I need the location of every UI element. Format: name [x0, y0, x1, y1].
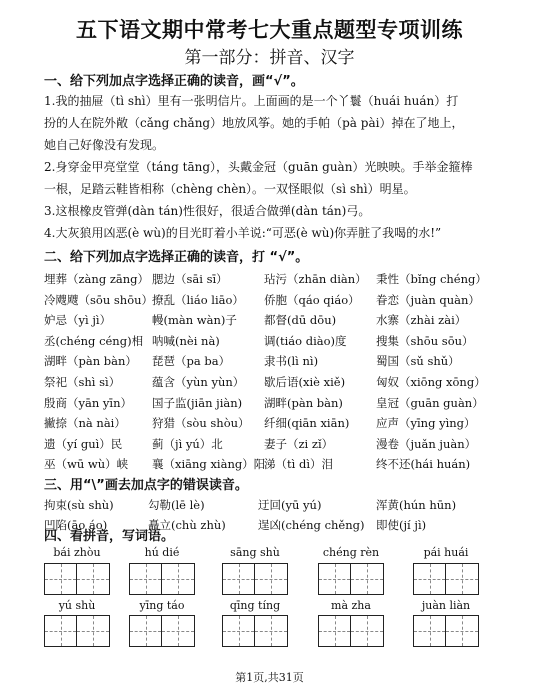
pinyin-choice-item: 都督(dū dōu): [264, 313, 337, 328]
section2-row: [44, 353, 514, 370]
tianzige-writing-grid[interactable]: [318, 563, 384, 595]
writing-box[interactable]: [223, 616, 255, 646]
writing-box[interactable]: [446, 616, 478, 646]
section2-row: [44, 395, 514, 412]
pinyin-correction-item: 矗立(chù zhù): [148, 518, 226, 532]
section1-line: 一根，足踏云鞋皆相称（chèng chèn）。一双怪眼似（sì shì）明星。: [44, 182, 416, 196]
section1-line: 2.身穿金甲亮堂堂（táng tāng），头戴金冠（guān guàn）光映映。手举金箍棒: [44, 160, 473, 174]
pinyin-correction-item: 逞凶(chéng chěng): [258, 518, 365, 532]
section2-row: [44, 415, 514, 432]
page-title: 五下语文期中常考七大重点题型专项训练: [76, 18, 463, 42]
pinyin-prompt: yīng táo: [139, 599, 185, 612]
section2-row: [44, 312, 514, 329]
pinyin-choice-item: 应声（yīng yìng）: [376, 416, 476, 431]
pinyin-prompt: chéng rèn: [322, 546, 380, 559]
section1-line: 3.这根橡皮管弹(dàn tán)性很好，很适合做弹(dàn tán)弓。: [44, 204, 371, 218]
writing-box[interactable]: [77, 564, 109, 594]
pinyin-correction-item: 迂回(yū yú): [258, 498, 322, 512]
section1-line: 她自己好像没有发现。: [44, 138, 165, 152]
pinyin-choice-item: 腮边（sāi sī）: [152, 272, 228, 286]
tianzige-writing-grid[interactable]: [222, 615, 288, 647]
pinyin-prompt: sāng shù: [230, 546, 280, 559]
tianzige-writing-grid[interactable]: [44, 563, 110, 595]
pinyin-choice-item: 呐喊(nèi nà): [152, 333, 220, 348]
writing-box[interactable]: [223, 564, 255, 594]
pinyin-choice-item: 匈奴（xiōng xōng）: [376, 375, 486, 389]
pinyin-choice-item: 皇冠（guān guàn）: [376, 395, 484, 410]
pinyin-choice-item: 眷恋（juàn quàn）: [376, 292, 480, 307]
pinyin-choice-item: 蕴含（yùn yùn）: [152, 375, 245, 389]
tianzige-writing-grid[interactable]: [44, 615, 110, 647]
pinyin-choice-item: 埋葬（zàng zāng）: [44, 272, 150, 286]
pinyin-choice-item: 妒忌（yì jì）: [44, 313, 112, 328]
pinyin-correction-item: 勾勒(lē lè): [148, 498, 205, 512]
writing-box[interactable]: [45, 564, 77, 594]
section2-row: [44, 271, 514, 288]
section2-heading: 二、给下列加点字选择正确的读音，打 “√”。: [44, 250, 309, 265]
writing-box[interactable]: [162, 564, 194, 594]
pinyin-correction-item: 浑黄(hún hūn): [376, 498, 457, 512]
pinyin-choice-item: 调(tiáo diào)度: [264, 333, 347, 348]
section2-row: [44, 456, 514, 473]
writing-box[interactable]: [77, 616, 109, 646]
writing-box[interactable]: [351, 616, 383, 646]
pinyin-choice-item: 蓟（jì yú）北: [152, 436, 223, 451]
pinyin-correction-item: 拘束(sù shù): [44, 498, 114, 512]
section1-line: 1.我的抽屉（tì shì）里有一张明信片。上面画的是一个丫鬟（huái huán）打: [44, 94, 459, 108]
section3-heading: 三、用“\”画去加点字的错误读音。: [44, 478, 248, 493]
pinyin-choice-item: 秉性（bǐng chéng）: [376, 272, 487, 286]
writing-box[interactable]: [130, 564, 162, 594]
writing-box[interactable]: [351, 564, 383, 594]
section2-row: [44, 333, 514, 350]
pinyin-choice-item: 狩猎（sòu shòu）: [152, 416, 250, 431]
pinyin-prompt: pái huái: [423, 546, 469, 559]
tianzige-writing-grid[interactable]: [413, 615, 479, 647]
writing-box[interactable]: [446, 564, 478, 594]
pinyin-choice-item: 歇后语(xiè xiě): [264, 375, 346, 389]
pinyin-choice-item: 妻子（zi zǐ）: [264, 436, 334, 451]
page-footer: 第1页,共31页: [235, 671, 304, 684]
pinyin-correction-item: 凹陷(āo áo): [44, 518, 108, 532]
pinyin-choice-item: 水寨（zhài zài）: [376, 313, 467, 328]
pinyin-choice-item: 冷飕飕（sōu shōu）: [44, 292, 154, 307]
section2-row: [44, 436, 514, 453]
pinyin-choice-item: 湖畔(pàn bàn): [264, 395, 343, 410]
section1-line: 扮的人在院外敞（cǎng chǎng）地放风筝。她的手帕（pà pài）掉在了地上，: [44, 116, 464, 130]
pinyin-choice-item: 蜀国（sǔ shǔ）: [376, 354, 460, 369]
pinyin-choice-item: 巫（wū wù）峡: [44, 457, 129, 472]
page-subtitle: 第一部分：拼音、汉字: [184, 48, 355, 68]
writing-box[interactable]: [414, 564, 446, 594]
writing-box[interactable]: [162, 616, 194, 646]
section4-heading: 四、看拼音，写词语。: [44, 529, 175, 544]
writing-box[interactable]: [255, 616, 287, 646]
pinyin-choice-item: 幔(màn wàn)子: [152, 313, 237, 328]
section1-line: 4.大灰狼用凶恶(è wù)的目光盯着小羊说:“可恶(è wù)你弄脏了我喝的水!”: [44, 226, 442, 240]
pinyin-choice-item: 隶书(lì nì): [264, 354, 319, 369]
pinyin-choice-item: 搜集（shōu sōu）: [376, 333, 474, 348]
pinyin-choice-item: 漫卷（juǎn juàn）: [376, 436, 477, 451]
pinyin-prompt: mà zha: [331, 599, 371, 612]
pinyin-prompt: yú shù: [58, 599, 96, 612]
pinyin-prompt: qīng tíng: [229, 599, 281, 612]
writing-box[interactable]: [130, 616, 162, 646]
pinyin-choice-item: 撩乱（liáo liāo）: [152, 292, 244, 307]
tianzige-writing-grid[interactable]: [129, 563, 195, 595]
pinyin-correction-item: 即使(jí jì): [376, 518, 427, 532]
writing-box[interactable]: [45, 616, 77, 646]
pinyin-choice-item: 丞(chéng céng)相: [44, 333, 144, 348]
tianzige-writing-grid[interactable]: [222, 563, 288, 595]
pinyin-choice-item: 襄（xiāng xiàng）阳: [152, 457, 266, 472]
writing-box[interactable]: [319, 564, 351, 594]
section2-row: [44, 374, 514, 391]
pinyin-choice-item: 遗（yí guì）民: [44, 436, 123, 451]
writing-box[interactable]: [255, 564, 287, 594]
pinyin-choice-item: 国子监(jiān jiàn): [152, 395, 243, 410]
pinyin-choice-item: 玷污（zhān diàn）: [264, 272, 367, 286]
pinyin-prompt: bái zhòu: [53, 546, 101, 559]
pinyin-choice-item: 侨胞（qáo qiáo）: [264, 292, 360, 307]
pinyin-choice-item: 湖畔（pàn bàn）: [44, 354, 137, 369]
section3-row: [44, 497, 514, 514]
pinyin-choice-item: 终不还(hái huán): [376, 457, 471, 472]
pinyin-choice-item: 撇捺（nà nài）: [44, 416, 126, 431]
tianzige-writing-grid[interactable]: [129, 615, 195, 647]
section1-heading: 一、给下列加点字选择正确的读音，画“√”。: [44, 74, 304, 89]
pinyin-prompt: juàn liàn: [421, 599, 471, 612]
pinyin-choice-item: 涕（tì dì）泪: [264, 457, 333, 472]
pinyin-choice-item: 琵琶（pa ba）: [152, 354, 231, 369]
tianzige-writing-grid[interactable]: [413, 563, 479, 595]
pinyin-choice-item: 祭祀（shì sì）: [44, 375, 121, 389]
pinyin-choice-item: 纤细(qiān xiān): [264, 416, 350, 431]
writing-box[interactable]: [319, 616, 351, 646]
tianzige-writing-grid[interactable]: [318, 615, 384, 647]
pinyin-choice-item: 殷商（yān yīn）: [44, 395, 132, 410]
pinyin-prompt: hú dié: [144, 546, 180, 559]
section2-row: [44, 292, 514, 309]
writing-box[interactable]: [414, 616, 446, 646]
